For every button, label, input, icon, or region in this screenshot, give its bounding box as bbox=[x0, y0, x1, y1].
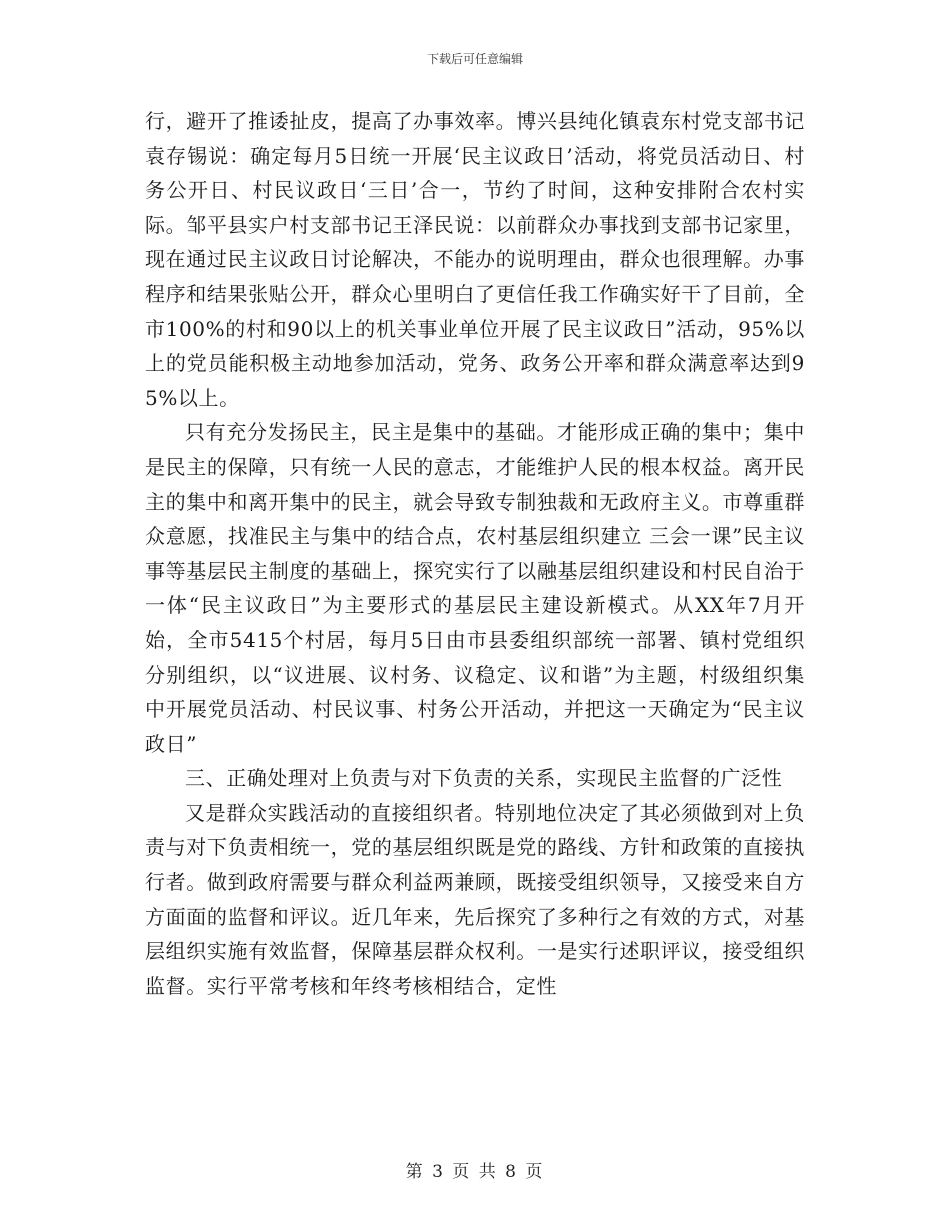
paragraph-2: 只有充分发扬民主，民主是集中的基础。才能形成正确的集中；集中是民主的保障，只有统一人民的意志，才能维护人民的根本权益。离开民主的集中和离开集中的民主，就会导致专制独裁和无政府主义。市尊重群众意愿，找准民主与集中的结合点，农村基层组织建立 三会一课”民主议事等基层民主制度的基础上，探究实行了以融基层组织建设和村民自治于一体“民主议政日”为主要形式的基层民主建设新模式。从XX年7月开始，全市5415个村居，每月5日由市县委组织部统一部署、镇村党组织分别组织，以“议进展、议村务、议稳定、议和谐”为主题，村级组织集中开展党员活动、村民议事、村务公开活动，并把这一天确定为“民主议政日” bbox=[145, 420, 805, 756]
section-heading: 三、正确处理对上负责与对下负责的关系，实现民主监督的广泛性 bbox=[185, 766, 783, 791]
page-header: 下载后可任意编辑 bbox=[426, 52, 523, 66]
document-body bbox=[145, 104, 805, 1003]
paragraph-3: 又是群众实践活动的直接组织者。特别地位决定了其必须做到对上负责与对下负责相统一，党的基层组织既是党的路线、方针和政策的直接执行者。做到政府需要与群众利益两兼顾，既接受组织领导，又接受来自方方面面的监督和评议。近几年来，先后探究了多种行之有效的方式，对基层组织实施有效监督，保障基层群众权利。一是实行述职评议，接受组织监督。实行平常考核和年终考核相结合，定性 bbox=[145, 800, 805, 998]
page-footer: 第 3 页 共 8 页 bbox=[405, 1162, 545, 1182]
paragraph-1: 行，避开了推诿扯皮，提高了办事效率。博兴县纯化镇袁东村党支部书记袁存锡说：确定每月5日统一开展‘民主议政日’活动，将党员活动日、村务公开日、村民议政日‘三日’合一，节约了时间，这种安排附合农村实际。邹平县实户村支部书记王泽民说：以前群众办事找到支部书记家里，现在通过民主议政日讨论解决，不能办的说明理由，群众也很理解。办事程序和结果张贴公开，群众心里明白了更信任我工作确实好干了目前，全市100%的村和90以上的机关事业单位开展了民主议政日”活动，95%以上的党员能积极主动地参加活动，党务、政务公开率和群众满意率达到95%以上。 bbox=[145, 109, 805, 410]
